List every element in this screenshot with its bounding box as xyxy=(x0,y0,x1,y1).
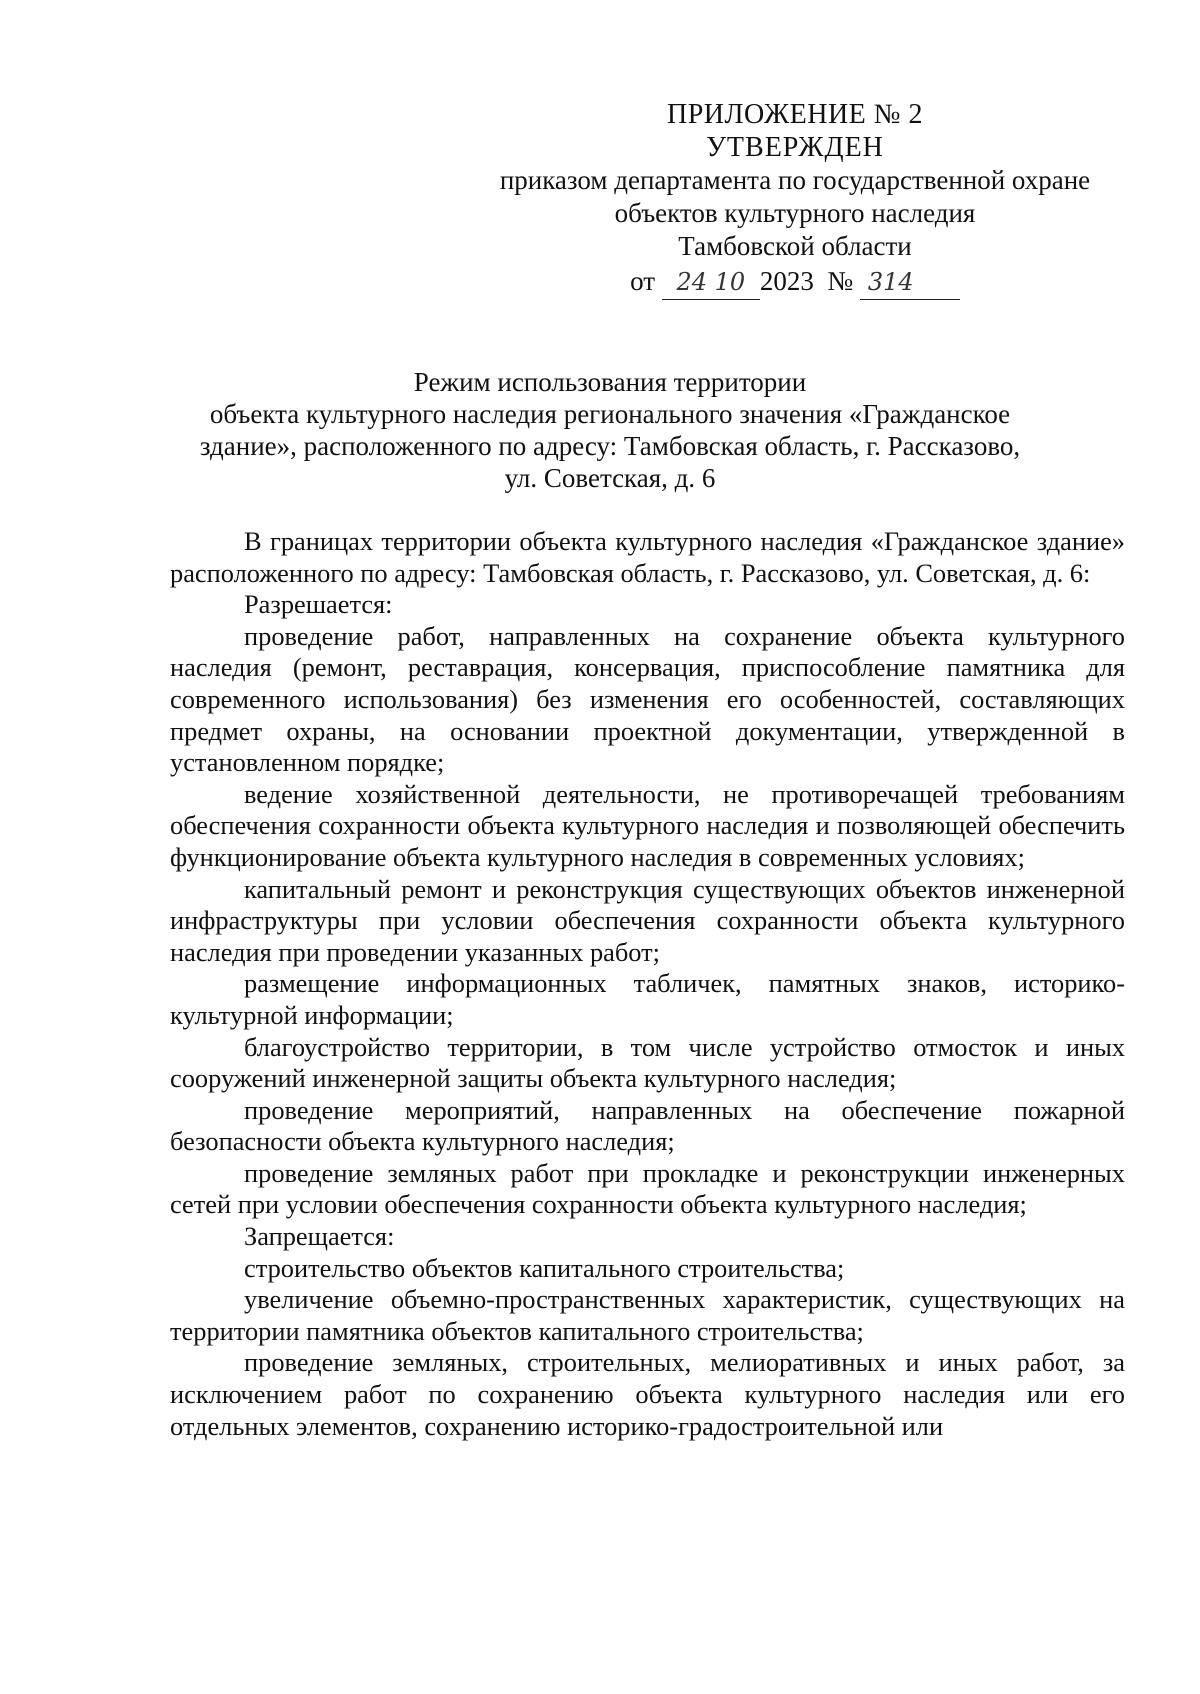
allowed-item: ведение хозяйственной деятельности, не противоречащей требованиям обеспечения сохранности объекта культурного наследия и позволяющей обеспечить функционирование объекта культурного наследия в современных условиях; xyxy=(170,778,1125,872)
approval-header xyxy=(470,98,1120,300)
allowed-item: благоустройство территории, в том числе устройство отмосток и иных сооружений инженерной защиты объекта культурного наследия; xyxy=(170,1031,1125,1094)
title-line-3: здание», расположенного по адресу: Тамбовская область, г. Рассказово, xyxy=(199,431,1021,461)
allowed-item: проведение земляных работ при прокладке и реконструкции инженерных сетей при условии обеспечения сохранности объекта культурного наследия; xyxy=(170,1157,1125,1220)
allowed-item: проведение мероприятий, направленных на обеспечение пожарной безопасности объекта культурного наследия; xyxy=(170,1094,1125,1157)
document-title xyxy=(170,366,1050,494)
forbidden-item: увеличение объемно-пространственных характеристик, существующих на территории памятника объектов капитального строительства; xyxy=(170,1284,1125,1346)
title-line-4: ул. Советская, д. 6 xyxy=(504,463,716,493)
forbidden-item: проведение земляных, строительных, мелиоративных и иных работ, за исключением работ по сохранению объекта культурного наследия или его отдельных элементов, сохранению историко-градостроительной или xyxy=(170,1347,1125,1441)
forbidden-item: строительство объектов капитального строительства; xyxy=(244,1252,845,1283)
intro-paragraph: В границах территории объекта культурного наследия «Гражданское здание» расположенного по адресу: Тамбовская область, г. Рассказово, ул. Советская, д. 6: xyxy=(170,526,1125,588)
handwritten-date: 24 10 xyxy=(662,266,760,300)
forbidden-label: Запрещается: xyxy=(244,1221,395,1252)
order-line-2: объектов культурного наследия xyxy=(614,198,976,228)
order-line-3: Тамбовской области xyxy=(678,231,912,261)
allowed-item: проведение работ, направленных на сохранение объекта культурного наследия (ремонт, реставрация, консервация, приспособление памятника для современного использования) без изменения его особенностей, составляющих предмет охраны, на основании проектной документации, утвержденной в установленном порядке; xyxy=(170,620,1125,778)
allowed-item: капитальный ремонт и реконструкция существующих объектов инженерной инфраструктуры при условии обеспечения сохранности объекта культурного наследия при проведении указанных работ; xyxy=(170,873,1125,967)
number-sign: № xyxy=(827,266,854,296)
appendix-heading: ПРИЛОЖЕНИЕ № 2 xyxy=(667,99,923,130)
date-number-row xyxy=(470,265,1120,300)
handwritten-number: 314 xyxy=(860,266,960,300)
title-line-1: Режим использования территории xyxy=(413,367,807,397)
approved-heading: УТВЕРЖДЕН xyxy=(706,132,884,163)
title-line-2: объекта культурного наследия регионального значения «Гражданское xyxy=(209,399,1011,429)
order-line-1: приказом департамента по государственной охране xyxy=(499,165,1091,195)
allowed-label: Разрешается: xyxy=(244,589,393,620)
allowed-item: размещение информационных табличек, памятных знаков, историко-культурной информации; xyxy=(170,968,1125,1030)
date-prefix: от xyxy=(630,266,656,296)
document-body xyxy=(170,526,1125,1442)
year: 2023 xyxy=(759,266,814,296)
